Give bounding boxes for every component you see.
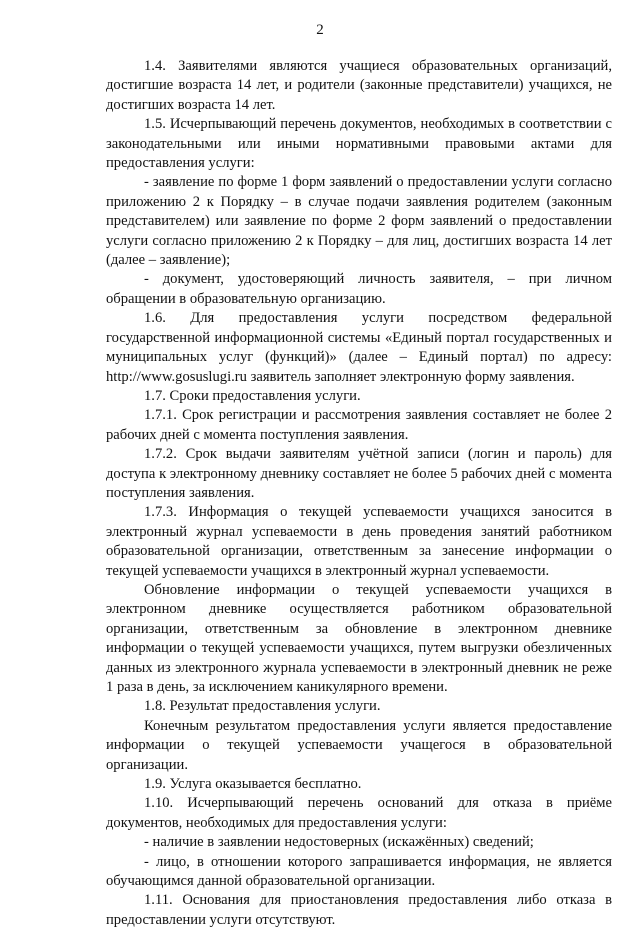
paragraph-1-7: 1.7. Сроки предоставления услуги. bbox=[144, 387, 361, 404]
paragraph-1-11: 1.11. Основания для приостановления предоставления либо отказа в предоставлении услуги отсутствуют. bbox=[106, 892, 612, 928]
paragraph-1-7-1: 1.7.1. Срок регистрации и рассмотрения заявления составляет не более 2 рабочих дней с момента поступления заявления. bbox=[106, 407, 612, 443]
paragraph-1-7-3: 1.7.3. Информация о текущей успеваемости учащихся заносится в электронный журнал успеваемости в день проведения занятий работником образовательной организации, ответственным за занесение информации о текущей успеваемости учащихся в электронный журнал успеваемости. bbox=[106, 504, 612, 579]
paragraph-1-9: 1.9. Услуга оказывается бесплатно. bbox=[144, 776, 362, 793]
list-item-not-a-student: - лицо, в отношении которого запрашивается информация, не является обучающимся данной образовательной организации. bbox=[106, 853, 612, 890]
list-item-identity-document: - документ, удостоверяющий личность заявителя, – при личном обращении в образовательную организацию. bbox=[106, 271, 612, 307]
paragraph-final-result: Конечным результатом предоставления услуги является предоставление информации о текущей успеваемости учащегося в образовательной организации. bbox=[106, 717, 612, 773]
paragraph-1-10: 1.10. Исчерпывающий перечень оснований для отказа в приёме документов, необходимых для предоставления услуги: bbox=[106, 795, 612, 831]
paragraph-1-5: 1.5. Исчерпывающий перечень документов, необходимых в соответствии с законодательными или иными нормативными правовыми актами для предоставления услуги: bbox=[106, 116, 612, 172]
paragraph-1-6: 1.6. Для предоставления услуги посредством федеральной государственной информационной системы «Единый портал государственных и муниципальных услуг (функций)» (далее – Единый портал) по адресу: http://www.gosuslugi.ru заявитель заполняет электронную форму заявления. bbox=[106, 310, 612, 385]
list-item-false-information: - наличие в заявлении недостоверных (искажённых) сведений; bbox=[144, 834, 534, 851]
list-item-application-form: - заявление по форме 1 форм заявлений о предоставлении услуги согласно приложению 2 к Порядку – в случае подачи заявления родителем (законным представителем) или заявление по форме 2 форм заявлений о предоставлении услуги согласно приложению 2 к Порядку – для лиц, достигших возраста 14 лет (далее – заявление); bbox=[106, 174, 612, 269]
paragraph-1-8: 1.8. Результат предоставления услуги. bbox=[144, 698, 381, 715]
document-body bbox=[106, 57, 612, 930]
paragraph-1-4: 1.4. Заявителями являются учащиеся образовательных организаций, достигшие возраста 14 лет, и родители (законные представители) учащихся, не достигших возраста 14 лет. bbox=[106, 58, 612, 113]
paragraph-diary-update: Обновление информации о текущей успеваемости учащихся в электронном дневнике осуществляется работником образовательной организации, ответственным за обновление в электронном дневнике информации о текущей успеваемости учащихся, путем выгрузки обезличенных данных из электронного журнала успеваемости в электронный дневник не реже 1 раза в день, за исключением каникулярного времени. bbox=[106, 581, 612, 695]
paragraph-1-7-2: 1.7.2. Срок выдачи заявителям учётной записи (логин и пароль) для доступа к электронному дневнику составляет не более 5 рабочих дней с момента поступления заявления. bbox=[106, 446, 612, 501]
page-number: 2 bbox=[316, 22, 324, 38]
